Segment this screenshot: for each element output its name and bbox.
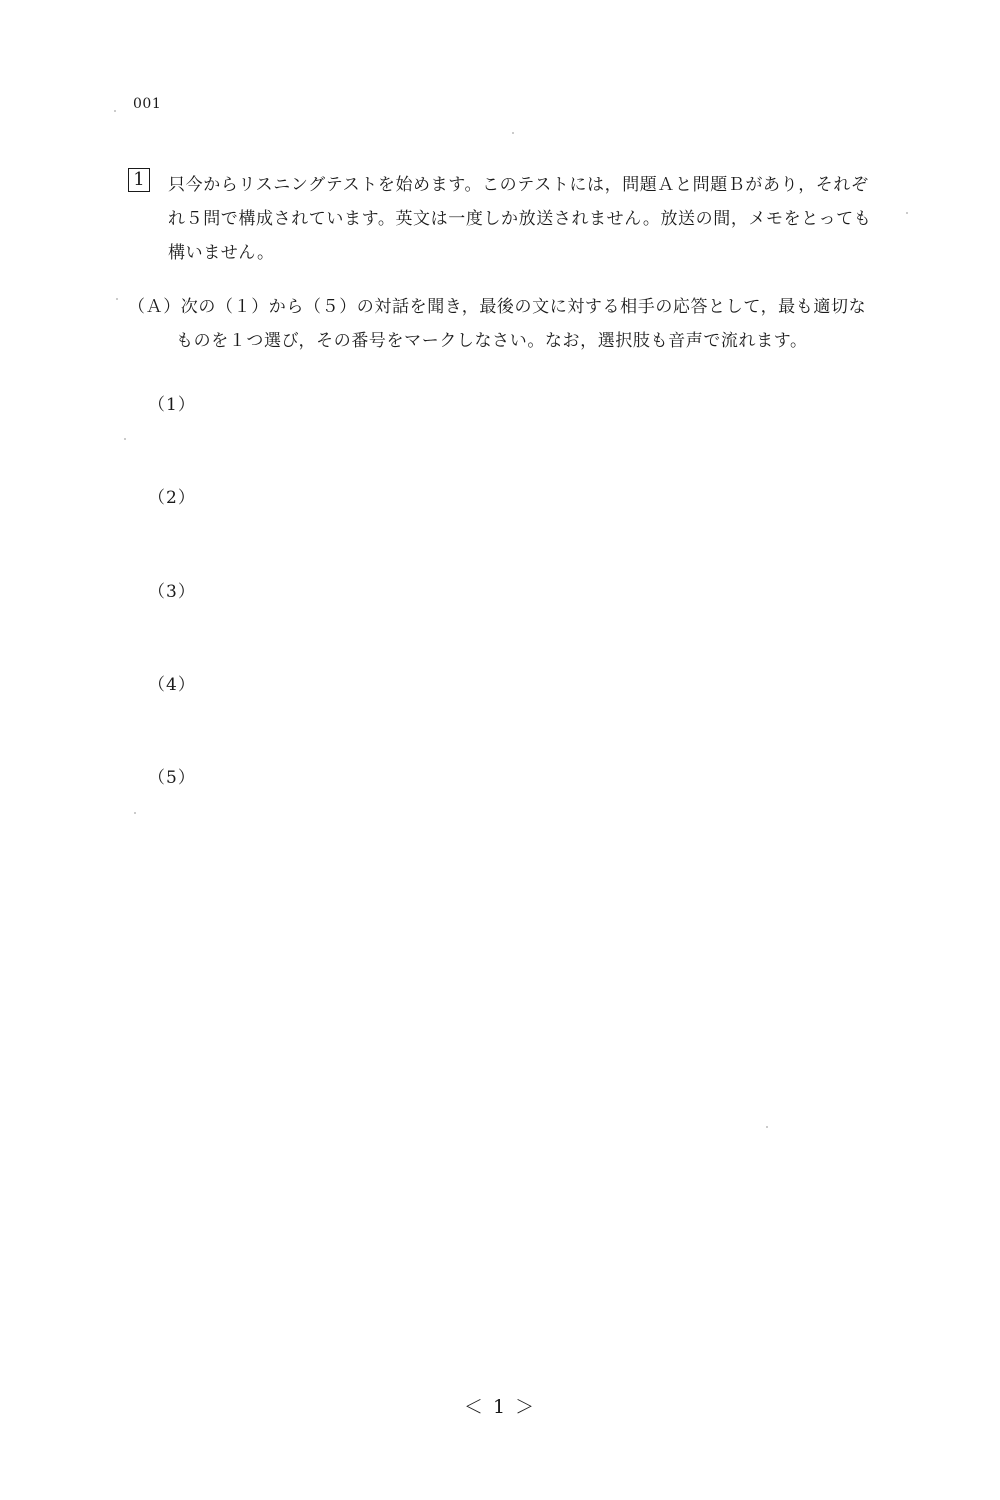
page-code: 001: [133, 96, 162, 112]
item-label-1: （1）: [148, 395, 196, 415]
scan-speck: [512, 132, 514, 134]
item-label-4: （4）: [148, 675, 196, 695]
question-intro: [168, 168, 898, 270]
item-label-3: （3）: [148, 582, 196, 602]
part-a-instructions: [128, 290, 908, 358]
part-a-line: （Ａ）次の（１）から（５）の対話を聞き，最後の文に対する相手の応答として，最も適切な: [128, 297, 867, 317]
scan-speck: [766, 1126, 768, 1128]
item-label-5: （5）: [148, 768, 196, 788]
page-number: ＜ 1 ＞: [463, 1396, 537, 1418]
intro-line: 只今からリスニングテストを始めます。このテストには，問題Ａと問題Ｂがあり，それぞ: [168, 175, 869, 195]
item-label-2: （2）: [148, 488, 196, 508]
scan-speck: [906, 212, 908, 214]
question-number-box: 1: [128, 168, 150, 192]
scan-speck: [124, 438, 126, 440]
scan-speck: [116, 298, 118, 300]
intro-line: れ５問で構成されています。英文は一度しか放送されません。放送の間，メモをとっても: [168, 209, 872, 229]
part-a-line: ものを１つ選び，その番号をマークしなさい。なお，選択肢も音声で流れます。: [176, 331, 808, 351]
scan-speck: [114, 110, 116, 112]
intro-line: 構いません。: [168, 243, 275, 263]
scan-speck: [134, 812, 136, 814]
